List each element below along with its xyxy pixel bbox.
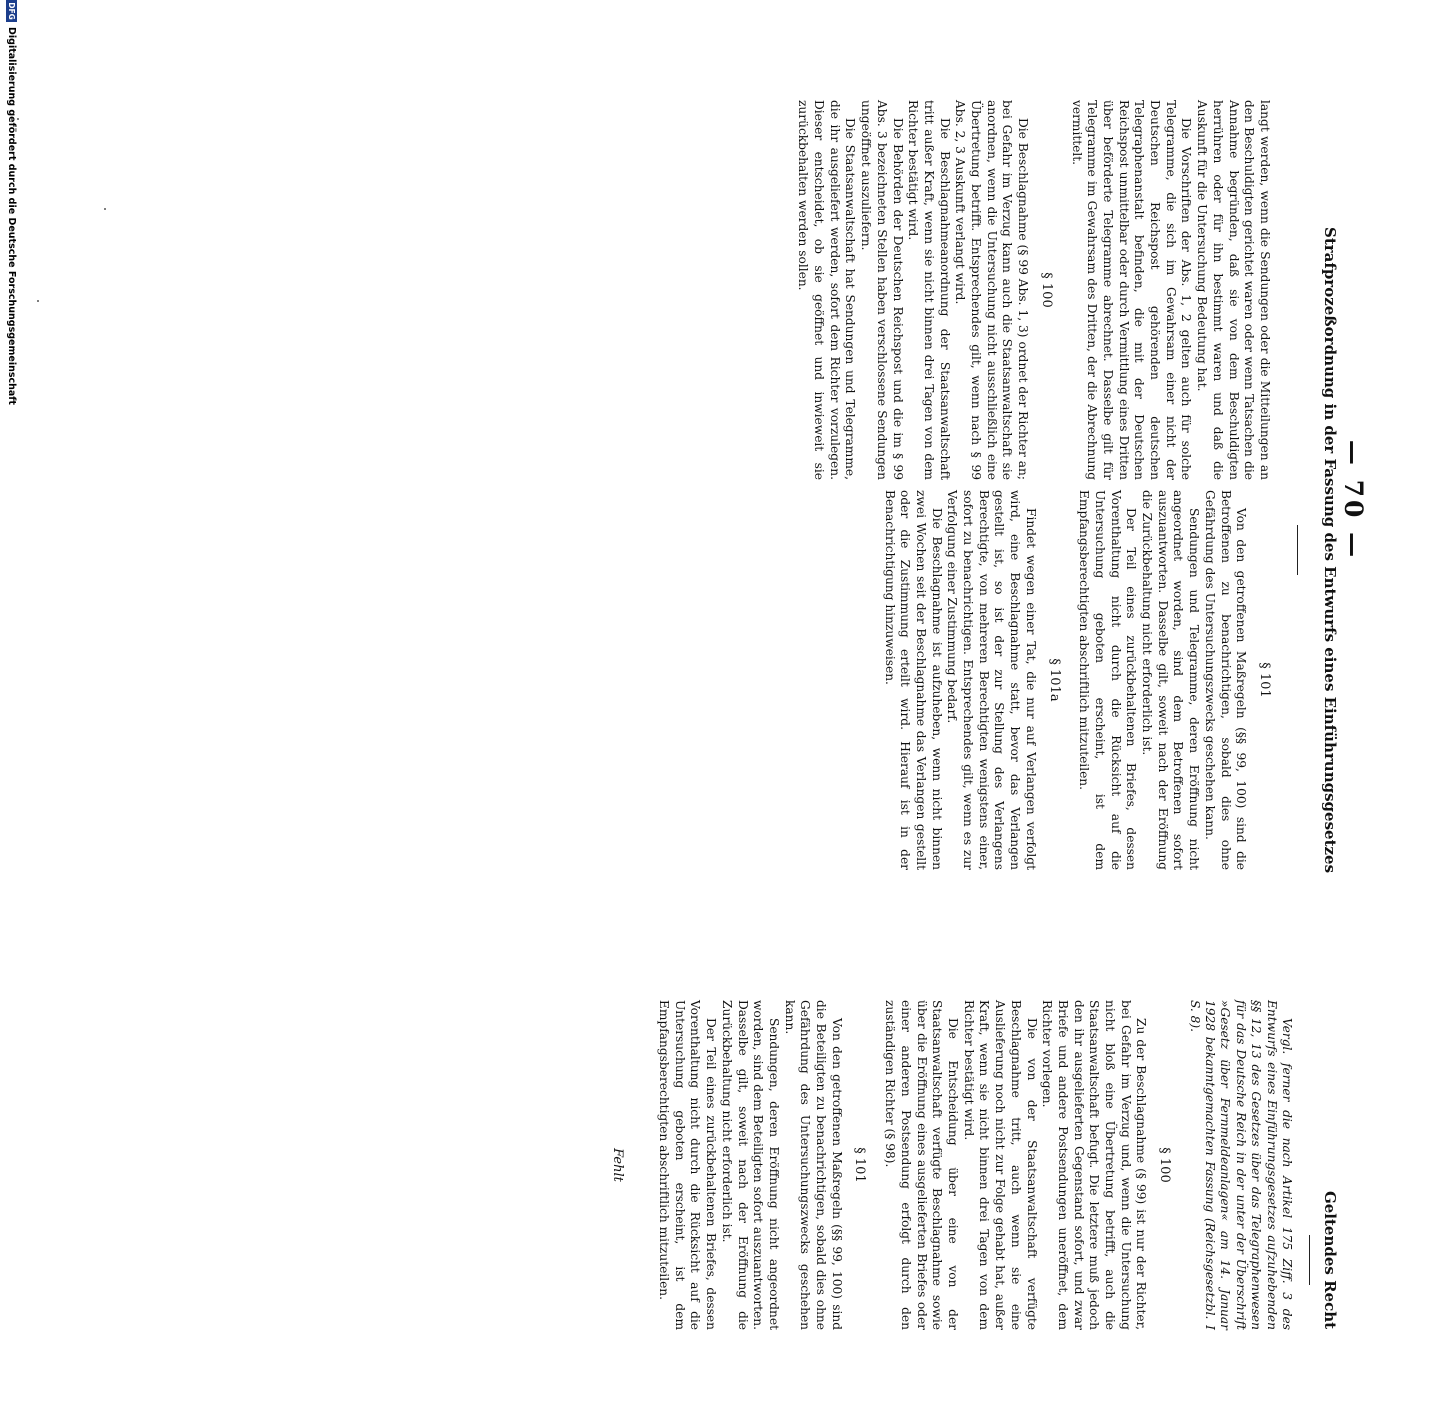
paragraph: Von den getroffenen Maßregeln (§§ 99, 100) sind die Betroffenen zu benachrichtigen, sobald dies ohne Gefährdung des Untersuchungszwecks geschehen kann. <box>1202 490 1249 870</box>
paragraph: Zu der Beschlagnahme (§ 99) ist nur der Richter, bei Gefahr im Verzug und, wenn die Untersuchung nicht bloß eine Übertretung betrifft, auch die Staatsanwaltschaft befugt. Die letztere muß jedoch den ihr ausgelieferten Gegenstand sofort, und zwar Briefe und andere Postsendungen uneröffnet, dem Richter vorlegen. <box>1040 1000 1149 1330</box>
left-column-a <box>795 100 1272 480</box>
left-column-heading: Strafprozeßordnung in der Fassung des Entwurfs eines Einführungsgesetzes <box>1321 226 1339 874</box>
footer-text: Digitalisierung gefördert durch die Deutsche Forschungsgemeinschaft <box>6 27 17 405</box>
reference-note: Vergl. ferner die nach Artikel 175 Ziff. 3 des Entwurfs eines Einführungsgesetzes aufzuhebenden §§ 12, 13 des Gesetzes über das Telegraphenwesen für das Deutsche Reich in der unter der Überschrift »Gesetz über Fernmeldeanlagen« am 14. Januar 1928 bekanntgemachten Fassung (Reichsgesetzbl. I S. 8). <box>1187 1000 1294 1330</box>
paragraph: langt werden, wenn die Sendungen oder die Mitteilungen an den Beschuldigten gerichtet waren oder wenn Tatsachen die Annahme begründen, daß sie von dem Beschuldigten herrühren oder für ihn bestimmt waren und daß die Auskunft für die Untersuchung Bedeutung hat. <box>1195 100 1272 480</box>
paragraph: Die Beschlagnahme ist aufzuheben, wenn nicht binnen zwei Wochen seit der Beschlagnahme das Verlangen gestellt oder die Zustimmung erteilt wird. Hierauf ist in der Benachrichtigung hinzuweisen. <box>882 490 944 870</box>
paragraph: Der Teil eines zurückbehaltenen Briefes, dessen Vorenthaltung nicht durch die Rücksicht auf die Untersuchung geboten erscheint, ist dem Empfangsberechtigten abschriftlich mitzuteilen. <box>1077 490 1139 870</box>
missing-note: Fehlt <box>610 1148 626 1182</box>
paragraph: Sendungen und Telegramme, deren Eröffnung nicht angeordnet worden, sind dem Betroffenen sofort auszuantworten. Dasselbe gilt, soweit nach der Eröffnung die Zurückbehaltung nicht erforderlich ist. <box>1140 490 1202 870</box>
paragraph: Sendungen, deren Eröffnung nicht angeordnet worden, sind dem Beteiligten sofort auszuantworten. Dasselbe gilt, soweit nach der Eröffnung die Zurückbehaltung nicht erforderlich ist. <box>719 1000 781 1330</box>
section-heading: § 101 <box>1257 662 1272 698</box>
scan-speck <box>104 208 106 210</box>
scan-speck <box>17 118 19 120</box>
paragraph: Von den getroffenen Maßregeln (§§ 99, 100) sind die Beteiligten zu benachrichtigen, sobald dies ohne Gefährdung des Untersuchungszwecks geschehen kann. <box>782 1000 844 1330</box>
paragraph: Die von der Staatsanwaltschaft verfügte Beschlagnahme tritt, auch wenn sie eine Auslieferung noch nicht zur Folge gehabt hat, außer Kraft, wenn sie nicht binnen drei Tagen von dem Richter bestätigt wird. <box>961 1000 1039 1330</box>
dfg-footer <box>6 0 17 405</box>
section-heading: § 101a <box>1046 658 1062 702</box>
section-heading: § 101 <box>852 1147 868 1183</box>
left-column-b <box>881 490 1286 870</box>
scan-speck <box>37 300 39 302</box>
dfg-logo-icon: DFG <box>6 0 17 22</box>
paragraph: Der Teil eines zurückbehaltenen Briefes, dessen Vorenthaltung nicht durch die Rücksicht auf die Untersuchung geboten erscheint, ist dem Empfangsberechtigten abschriftlich mitzuteilen. <box>657 1000 719 1330</box>
paragraph: Die Beschlagnahme (§ 99 Abs. 1, 3) ordnet der Richter an; bei Gefahr im Verzug kann auch die Staatsanwaltschaft sie anordnen, wenn die Untersuchung nicht ausschließlich eine Übertretung betrifft. Entsprechendes gilt, wenn nach § 99 Abs. 2, 3 Auskunft verlangt wird. <box>953 100 1031 480</box>
page-number: — 70 — <box>1339 439 1368 561</box>
paragraph: Die Vorschriften der Abs. 1, 2 gelten auch für solche Telegramme, die sich im Gewahrsam einer nicht der Deutschen Reichspost gehörenden deutschen Telegraphenanstalt befinden, die mit der Deutschen Reichspost unmittelbar oder durch Vermittlung eines Dritten über befördertе Telegramme abrechnet. Dasselbe gilt für Telegramme im Gewahrsam des Dritten, der die Abrechnung vermittelt. <box>1069 100 1194 480</box>
paragraph: Die Entscheidung über eine von der Staatsanwaltschaft verfügte Beschlagnahme sowie über die Eröffnung eines ausgelieferten Briefes oder einer anderen Postsendung erfolgt durch den zuständigen Richter (§ 98). <box>883 1000 961 1330</box>
paragraph: Findet wegen einer Tat, die nur auf Verlangen verfolgt wird, eine Beschlagnahme statt, bevor das Verlangen gestellt ist, so ist der zur Stellung des Verlangens Berechtigte, von mehreren Berechtigten wenigstens einer, sofort zu benachrichtigen. Entsprechendes gilt, wenn es zur Verfolgung einer Zustimmung bedarf. <box>945 490 1038 870</box>
paragraph: Die Behörden der Deutschen Reichspost und die im § 99 Abs. 3 bezeichneten Stellen haben verschlossene Sendungen ungeöffnet auszuliefern. <box>859 100 905 480</box>
right-column <box>610 1000 1294 1330</box>
right-heading-rule <box>1309 1235 1310 1285</box>
left-heading-rule <box>1297 525 1298 575</box>
right-column-heading: Geltendes Recht <box>1321 1190 1339 1330</box>
paragraph: Die Staatsanwaltschaft hat Sendungen und Telegramme, die ihr ausgeliefert werden, sofort dem Richter vorzulegen. Dieser entscheidet, ob sie geöffnet und inwieweit sie zurückbehalten werden sollen. <box>796 100 858 480</box>
paragraph: Die Beschlagnahmeanordnung der Staatsanwaltschaft tritt außer Kraft, wenn sie nicht binnen drei Tagen von dem Richter bestätigt wird. <box>906 100 952 480</box>
section-heading: § 100 <box>1157 1147 1173 1183</box>
section-heading: § 100 <box>1038 272 1054 308</box>
